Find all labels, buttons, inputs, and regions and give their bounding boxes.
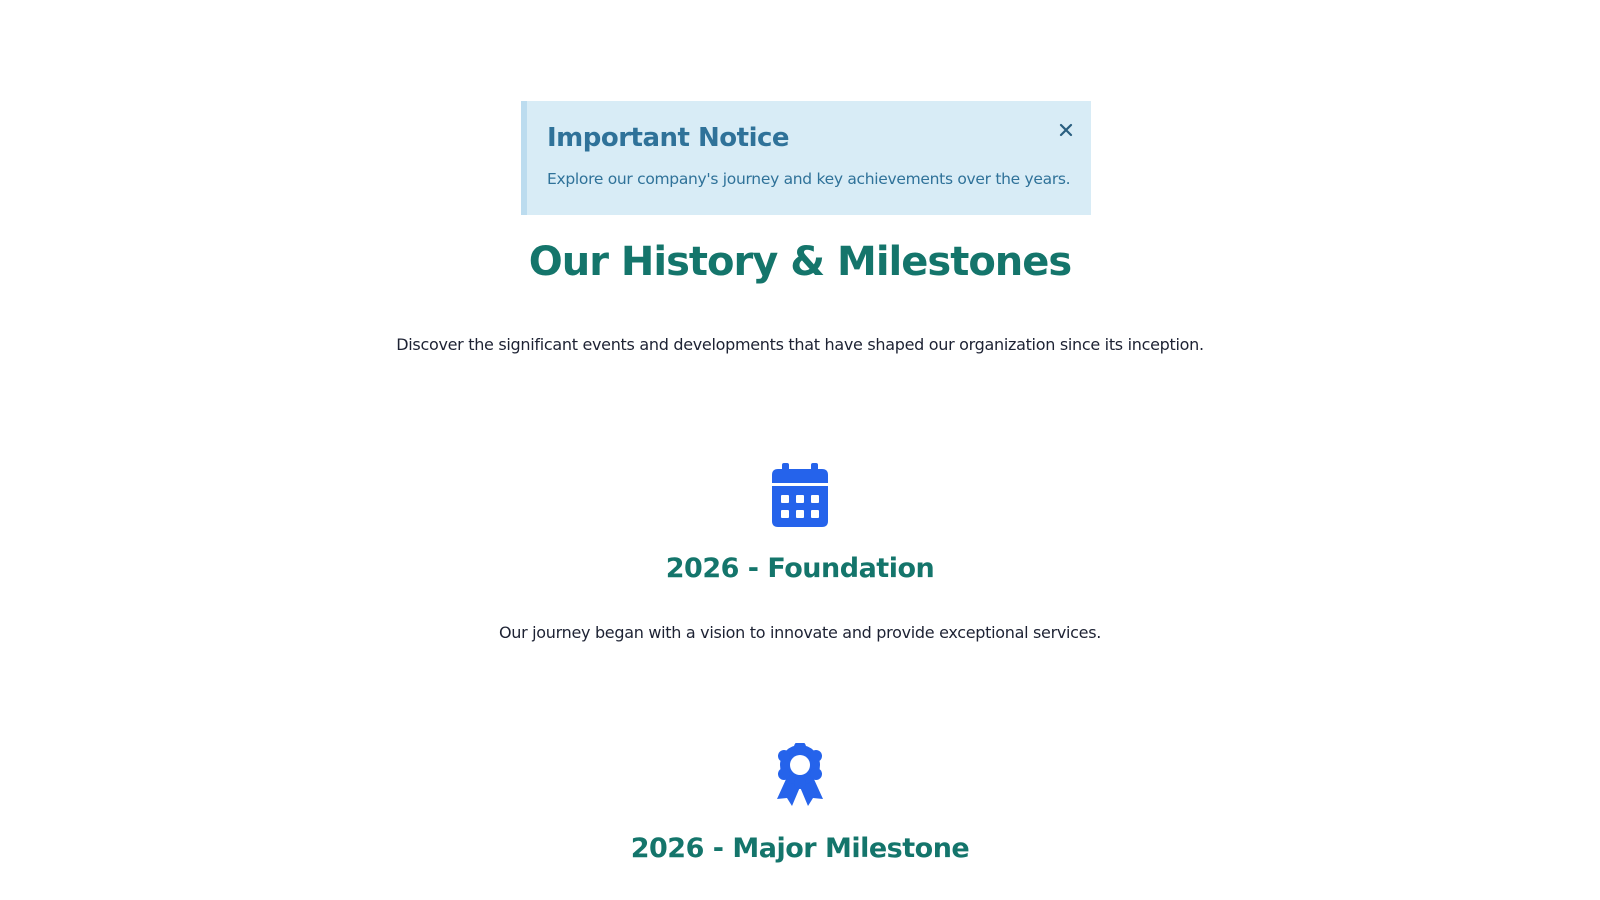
milestone-heading: 2026 - Major Milestone bbox=[630, 833, 970, 864]
award-ribbon-icon bbox=[0, 743, 1600, 807]
page-intro: Discover the significant events and developments that have shaped our organization since its inception. bbox=[396, 335, 1204, 354]
notice-message: Explore our company's journey and key achievements over the years. bbox=[547, 170, 1071, 188]
notice-banner bbox=[521, 101, 1091, 215]
notice-close-button[interactable] bbox=[1055, 119, 1077, 141]
calendar-icon bbox=[0, 463, 1600, 527]
notice-title: Important Notice bbox=[547, 123, 790, 153]
close-icon bbox=[1055, 119, 1077, 141]
milestone-description: Our journey began with a vision to innovate and provide exceptional services. bbox=[498, 623, 1102, 642]
milestone-heading: 2026 - Foundation bbox=[665, 553, 935, 584]
page-title: Our History & Milestones bbox=[528, 239, 1072, 285]
